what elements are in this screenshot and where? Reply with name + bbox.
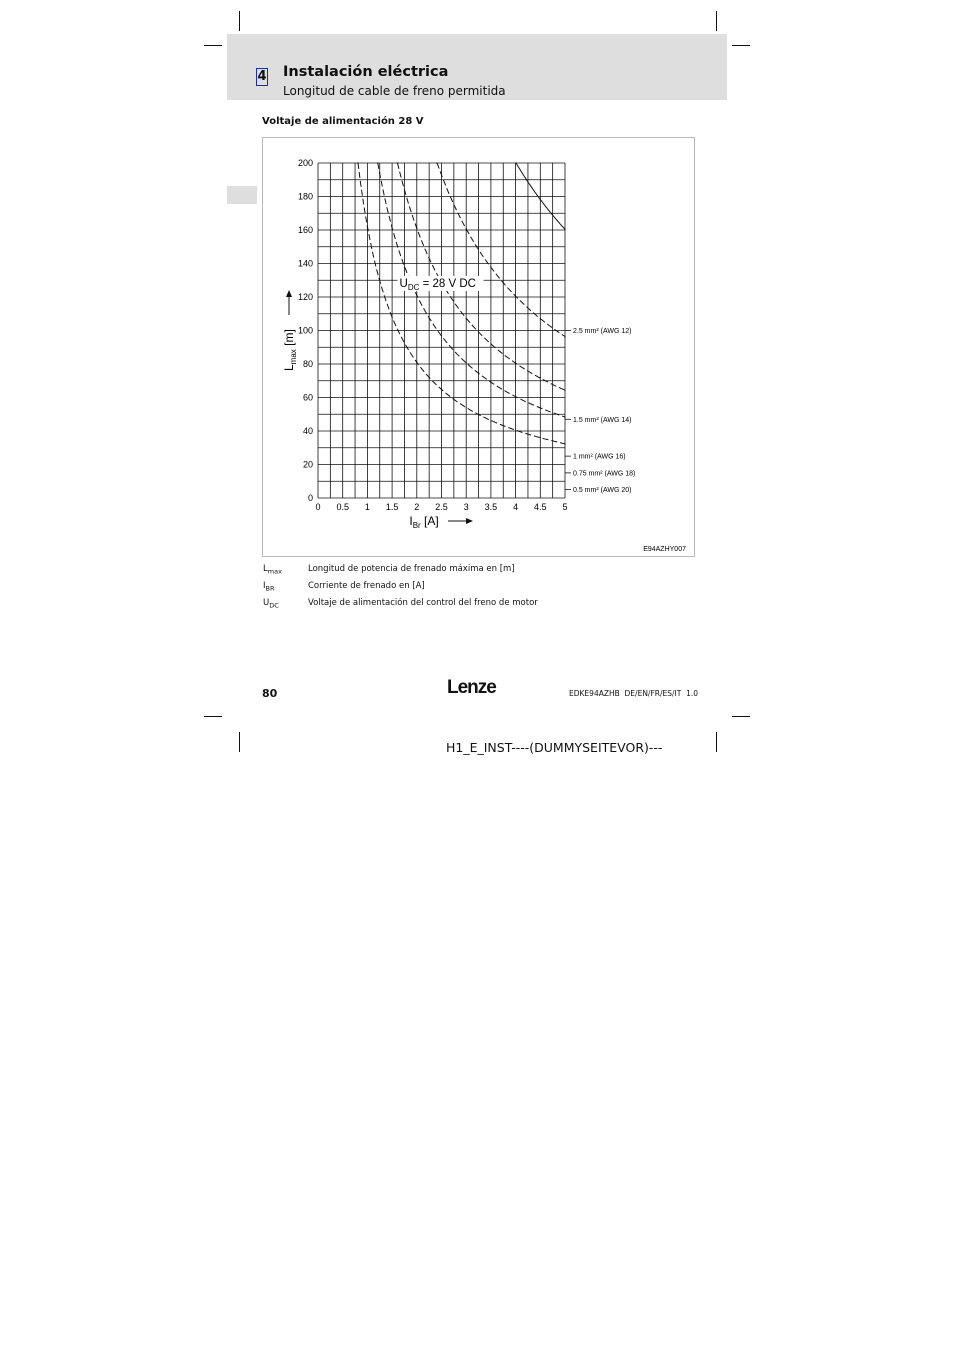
data-point xyxy=(392,228,393,229)
data-point xyxy=(466,228,467,229)
data-point xyxy=(540,377,541,378)
y-tick-label: 20 xyxy=(302,459,313,470)
series-curve xyxy=(358,163,565,444)
data-point xyxy=(377,162,378,163)
legend-symbol: $I_{BR}$ xyxy=(263,581,275,593)
y-tick-label: 100 xyxy=(297,325,313,336)
crop-mark xyxy=(732,716,750,717)
crop-mark xyxy=(204,716,222,717)
y-tick-label: 60 xyxy=(302,392,313,403)
y-tick-label: 120 xyxy=(297,292,313,302)
data-point xyxy=(490,420,491,421)
data-point xyxy=(515,363,516,364)
y-tick-label: 0 xyxy=(307,493,313,503)
y-tick-label: 180 xyxy=(297,191,313,202)
x-tick-label: 2 xyxy=(414,502,420,512)
legend-description: Longitud de potencia de frenado máxima en [m] xyxy=(308,564,515,574)
brand-logo: Lenze xyxy=(447,677,496,698)
data-point xyxy=(490,266,491,267)
series-label: 2.5 mm² (AWG 12) xyxy=(573,328,632,335)
data-point xyxy=(564,229,565,230)
side-tab xyxy=(227,186,257,204)
chart-annotation: $U_{DC} = 28$ V DC xyxy=(399,277,476,292)
y-tick-label: 40 xyxy=(302,426,313,436)
y-tick-label: 200 xyxy=(297,158,313,168)
x-tick-label: 3 xyxy=(463,502,469,512)
x-tick-label: 4 xyxy=(513,502,519,512)
data-point xyxy=(367,226,368,227)
crop-mark xyxy=(239,732,240,752)
data-point xyxy=(441,335,442,336)
crop-mark xyxy=(716,732,717,752)
data-point xyxy=(540,199,541,200)
data-point xyxy=(490,382,491,383)
data-point xyxy=(357,162,358,163)
y-tick-label: 160 xyxy=(297,225,313,235)
x-tick-label: 5 xyxy=(562,502,568,512)
series-curve xyxy=(437,163,565,337)
data-point xyxy=(515,397,516,398)
chapter-title: Instalación eléctrica xyxy=(283,64,449,80)
legend-symbol: $U_{DC}$ xyxy=(263,598,279,610)
y-tick-label: 140 xyxy=(297,258,313,269)
chart xyxy=(262,137,695,557)
data-point xyxy=(416,295,417,296)
data-point xyxy=(564,390,565,391)
data-point xyxy=(515,296,516,297)
data-point xyxy=(540,318,541,319)
y-tick-label: 80 xyxy=(302,359,313,369)
data-point xyxy=(564,444,565,445)
x-tick-label: 3.5 xyxy=(484,502,498,512)
section-heading: Voltaje de alimentación 28 V xyxy=(262,116,424,127)
series-label: 0.5 mm² (AWG 20) xyxy=(573,487,632,495)
series-label: 1.5 mm² (AWG 14) xyxy=(573,416,632,424)
legend-description: Voltaje de alimentación del control del freno de motor xyxy=(308,598,538,608)
crop-mark xyxy=(204,45,222,46)
data-point xyxy=(466,318,467,319)
data-point xyxy=(416,228,417,229)
x-tick-label: 0 xyxy=(315,502,321,512)
chapter-number: 4 xyxy=(257,69,267,84)
data-point xyxy=(392,317,393,318)
data-point xyxy=(515,162,516,163)
data-point xyxy=(466,362,467,363)
figure-code: E94AZHY007 xyxy=(643,546,686,553)
series-label: 1 mm² (AWG 16) xyxy=(573,453,626,461)
x-tick-label: 1 xyxy=(364,502,370,512)
data-point xyxy=(490,343,491,344)
document-code: EDKE94AZHB DE/EN/FR/ES/IT 1.0 xyxy=(569,689,699,698)
footer-label: H1_E_INST----(DUMMYSEITEVOR)--- xyxy=(446,740,663,755)
data-point xyxy=(564,337,565,338)
x-tick-label: 0.5 xyxy=(336,502,349,512)
x-axis-label: $I_{Br}$ [A] xyxy=(409,514,439,530)
crop-mark xyxy=(716,11,717,31)
data-point xyxy=(564,417,565,418)
data-point xyxy=(540,407,541,408)
x-tick-label: 1.5 xyxy=(385,502,399,512)
page-number: 80 xyxy=(262,687,278,700)
crop-mark xyxy=(239,11,240,31)
data-point xyxy=(466,407,467,408)
series-label: 0.75 mm² (AWG 18) xyxy=(573,470,636,478)
x-tick-label: 4.5 xyxy=(534,502,547,512)
data-point xyxy=(396,162,397,163)
crop-mark xyxy=(732,45,750,46)
legend-symbol: $L_{max}$ xyxy=(263,564,282,576)
data-point xyxy=(436,162,437,163)
data-point xyxy=(416,362,417,363)
data-point xyxy=(441,389,442,390)
legend-description: Corriente de frenado en [A] xyxy=(308,581,425,591)
x-axis-arrowhead xyxy=(466,518,473,524)
data-point xyxy=(515,430,516,431)
chapter-subtitle: Longitud de cable de freno permitida xyxy=(283,84,506,98)
y-axis-label: $L_{max}$ [m] xyxy=(282,329,298,371)
y-axis-arrowhead xyxy=(286,290,292,297)
x-tick-label: 2.5 xyxy=(435,502,448,512)
data-point xyxy=(540,437,541,438)
